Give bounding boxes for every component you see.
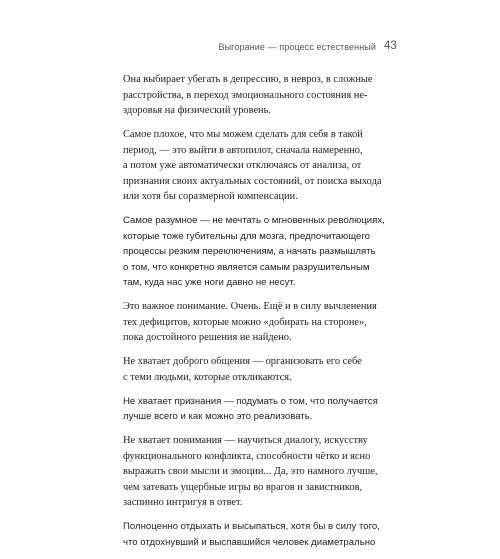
paragraph [123, 299, 385, 346]
running-title: Выгорание — процесс естественный [218, 42, 376, 52]
text-line: там, куда нас уже ноги давно не несут. [123, 277, 296, 288]
text-line: Самое разумное — не мечтать о мгновенных революциях, [123, 215, 385, 226]
text-line: Не хватает признания — подумать о том, что получается [123, 395, 378, 407]
text-line: Она выбирает убегать в депрессию, в невроз, в сложные [123, 74, 373, 85]
text-line: здоровья на физический уровень. [123, 105, 271, 116]
text-line: о том, что конкретно является самым разрушительным [123, 261, 370, 273]
paragraph [123, 433, 385, 511]
text-line: Самое плохое, что мы можем сделать для себя в такой [123, 129, 363, 140]
text-line: лучше всего и как можно это реализовать. [123, 411, 313, 422]
paragraph [123, 354, 385, 385]
text-line: а потом уже автоматически отключаясь от анализа, от [123, 160, 362, 171]
paragraph [123, 394, 385, 425]
text-line: или хотя бы соразмерной компенсации. [123, 191, 298, 202]
text-line: тех дефицитов, которые можно «добирать на стороне», [123, 316, 367, 328]
text-line: признания своих актуальных состояний, от поиска выхода [123, 175, 382, 187]
text-line: пока достойного решения не найдено. [123, 332, 292, 343]
page-number: 43 [384, 40, 397, 52]
text-line: которые тоже губительны для мозга, предпочитающего [123, 230, 370, 242]
text-line: функционального конфликта, способности чётко и ясно [123, 450, 371, 462]
text-line: расстройства, в переход эмоционального состояния не- [123, 89, 368, 101]
text-line: Полноценно отдыхать и высыпаться, хотя бы в силу того, [123, 521, 380, 532]
text-line: процессы резким переключениям, а начать размышлять [123, 246, 376, 257]
text-line: что отдохнувший и выспавшийся человек диаметрально [123, 536, 376, 548]
text-line: выражать свои мысли и эмоции... Да, это намного лучше, [123, 466, 378, 477]
text-line: с теми людьми, которые откликаются. [123, 371, 292, 383]
paragraph [123, 213, 385, 291]
paragraph [123, 127, 385, 205]
paragraph [123, 519, 385, 550]
paragraph [123, 72, 385, 119]
text-line: Не хватает доброго общения — организовать его себе [123, 356, 362, 367]
text-line: Это важное понимание. Очень. Ещё и в силу вычленения [123, 301, 377, 312]
text-line: период, — это выйти в автопилот, сначала намеренно, [123, 144, 363, 156]
text-line: чем затевать ущербные игры во врагов и завистников, [123, 481, 363, 493]
text-line: Не хватает понимания — научиться диалогу, искусству [123, 435, 368, 446]
body-text [123, 72, 385, 559]
text-line: заспинно интригуя в ответ. [123, 497, 243, 508]
